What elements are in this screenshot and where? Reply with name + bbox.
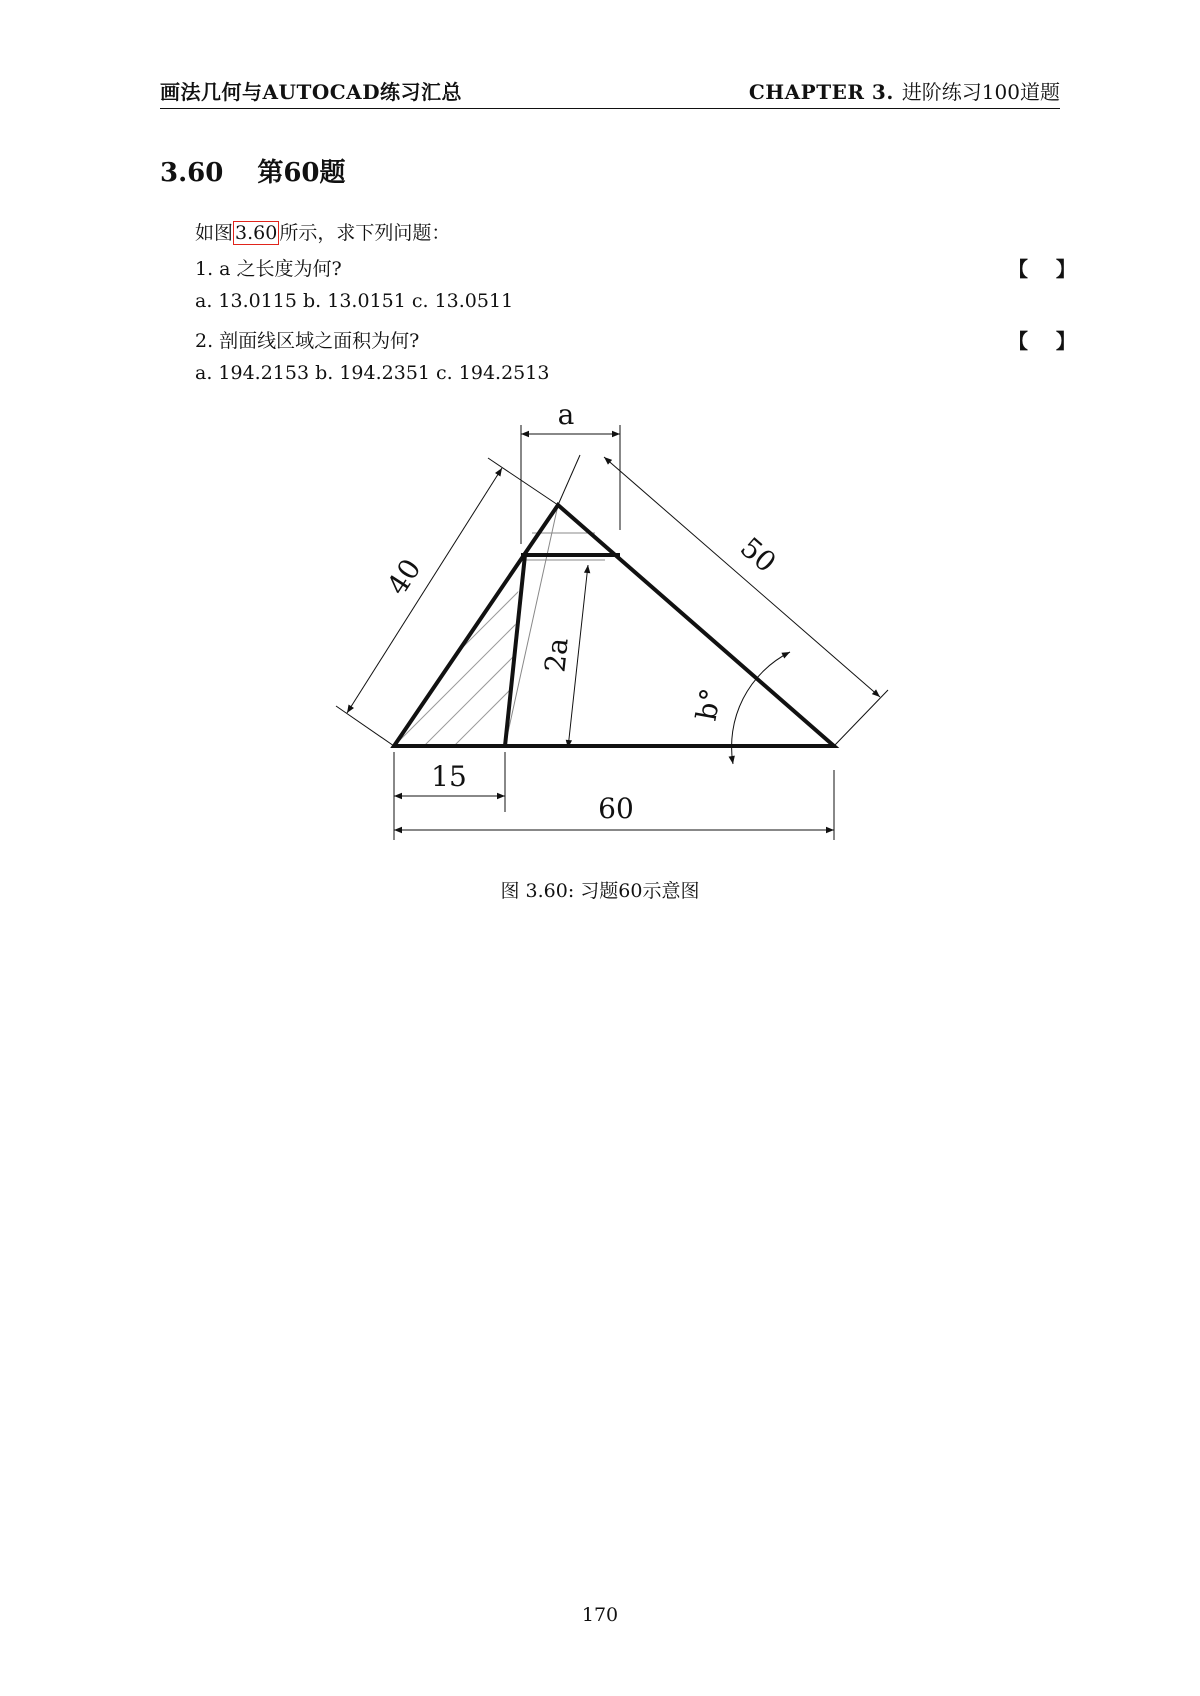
- dimension-2a: [521, 565, 590, 748]
- dim-label-40: 40: [380, 552, 428, 601]
- answer-bracket-1: 【 】: [1008, 257, 1076, 281]
- section-number: 3.60: [160, 158, 224, 188]
- construction-lines: [505, 505, 605, 746]
- question-2: 2. 剖面线区域之面积为何?: [195, 330, 420, 352]
- dim-label-60: 60: [598, 792, 634, 825]
- answer-bracket-2: 【 】: [1008, 329, 1076, 353]
- dim-label-50: 50: [733, 530, 783, 579]
- chapter-title: 进阶练习100道题: [901, 80, 1060, 104]
- question-1: 1. a 之长度为何?: [195, 258, 342, 280]
- dim-label-a: a: [557, 398, 575, 431]
- dim-label-15: 15: [431, 760, 467, 793]
- intro-suffix: 所示，求下列问题：: [279, 222, 451, 244]
- figure-reference-link[interactable]: 3.60: [235, 222, 278, 244]
- angle-label-b: b°: [689, 685, 728, 723]
- intro-prefix: 如图: [195, 222, 234, 244]
- dimension-40: [336, 458, 558, 746]
- dimension-15: [394, 752, 505, 812]
- dim-label-2a: 2a: [538, 636, 575, 674]
- question-2-options: a. 194.2153 b. 194.2351 c. 194.2513: [195, 362, 550, 384]
- figure-caption: 图 3.60: 习题60示意图: [500, 880, 700, 902]
- page-number: 170: [581, 1604, 619, 1626]
- hatch-region: [380, 460, 560, 820]
- section-title: 第60题: [257, 158, 346, 188]
- dimension-a: [521, 398, 620, 544]
- book-title: 画法几何与AUTOCAD练习汇总: [160, 80, 463, 104]
- chapter-label: CHAPTER 3.: [748, 80, 894, 104]
- question-1-options: a. 13.0115 b. 13.0151 c. 13.0511: [195, 290, 514, 312]
